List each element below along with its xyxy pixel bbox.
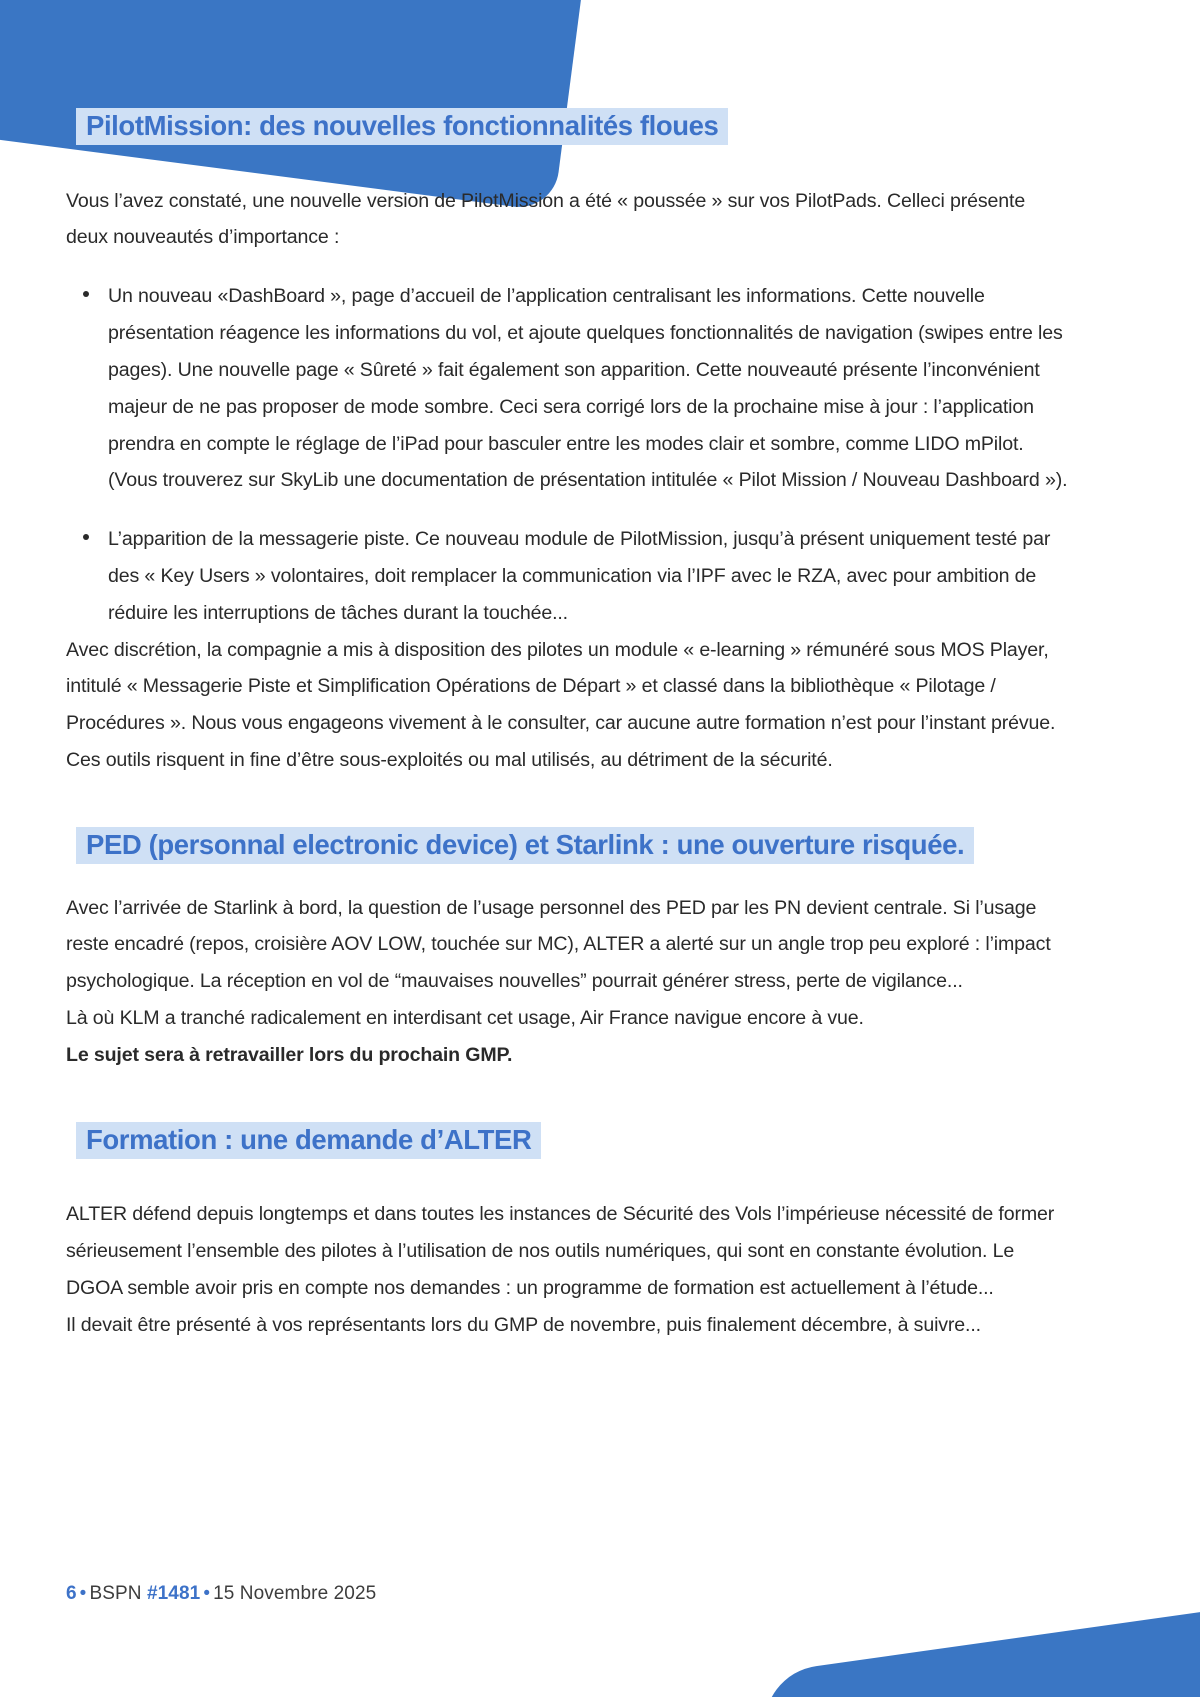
section-heading-pilotmission [76, 104, 1072, 149]
bullet-dot-icon [83, 534, 89, 540]
footer-issue-number: #1481 [146, 1583, 201, 1604]
pilotmission-closing-paragraph: Ces outils risquent in fine d’être sous-exploités ou mal utilisés, au détriment de la sécurité. [66, 749, 833, 772]
footer-publication-name: BSPN [89, 1583, 142, 1604]
bottom-right-decorative-shape [757, 1577, 1200, 1697]
ped-paragraph-2: Là où KLM a tranché radicalement en interdisant cet usage, Air France navigue encore à vue. [66, 1007, 864, 1029]
list-item [66, 278, 1072, 499]
list-item-text: Un nouveau «DashBoard », page d’accueil de l’application centralisant les informations. Cette nouvelle présentation réagence les informations du vol, et ajoute quelques fonctionnalités de navigation (swipes entre les pages). Une nouvelle page « Sûreté » fait également son apparition. Cette nouveauté présente l’inconvénient majeur de ne pas proposer de mode sombre. Ceci sera corrigé lors de la prochaine mise à jour : l’application prendra en compte le réglage de l’iPad pour basculer entre les modes clair et sombre, comme LIDO mPilot. (Vous trouverez sur SkyLib une documentation de présentation intitulée « Pilot Mission / Nouveau Dashboard »). [108, 285, 1068, 492]
section-heading-formation-text: Formation : une demande d’ALTER [76, 1122, 541, 1159]
section-heading-ped-starlink [76, 823, 1072, 868]
formation-paragraph-1: ALTER défend depuis longtemps et dans toutes les instances de Sécurité des Vols l’impérieuse nécessité de former sérieusement l’ensemble des pilotes à l’utilisation de nos outils numériques, qui sont en constante évolution. Le DGOA semble avoir pris en compte nos demandes : un programme de formation est actuellement à l’étude... [66, 1203, 1055, 1299]
section-heading-pilotmission-text: PilotMission: des nouvelles fonctionnalités floues [76, 108, 728, 145]
footer-date: 15 Novembre 2025 [213, 1583, 377, 1604]
list-item [66, 521, 1072, 631]
footer-separator-2: • [203, 1583, 211, 1604]
pilotmission-bullet-list [66, 278, 1072, 631]
formation-paragraph-2: Il devait être présenté à vos représentants lors du GMP de novembre, puis finalement décembre, à suivre... [66, 1313, 981, 1336]
footer-separator-1: • [79, 1583, 87, 1604]
section-heading-formation [76, 1118, 1072, 1163]
footer-page-number: 6 [66, 1583, 77, 1604]
pilotmission-elearning-paragraph: Avec discrétion, la compagnie a mis à disposition des pilotes un module « e-learning » rémunéré sous MOS Player, intitulé « Messagerie Piste et Simplification Opérations de Départ » et classé dans la bibliothèque « Pilotage / Procédures ». Nous vous engageons vivement à le consulter, car aucune autre formation n’est pour l’instant prévue. [66, 638, 1056, 735]
bullet-dot-icon [83, 291, 89, 297]
ped-paragraph-1: Avec l’arrivée de Starlink à bord, la question de l’usage personnel des PED par les PN devient centrale. Si l’usage reste encadré (repos, croisière AOV LOW, touchée sur MC), ALTER a alerté sur un angle trop peu exploré : l’impact psychologique. La réception en vol de “mauvaises nouvelles” pourrait générer stress, perte de vigilance... [66, 896, 1051, 993]
pilotmission-intro-paragraph: Vous l’avez constaté, une nouvelle version de PilotMission a été « poussée » sur vos PilotPads. Celleci présente deux nouveautés d’importance : [66, 189, 1026, 249]
list-item-text: L’apparition de la messagerie piste. Ce nouveau module de PilotMission, jusqu’à présent uniquement testé par des « Key Users » volontaires, doit remplacer la communication via l’IPF avec le RZA, avec pour ambition de réduire les interruptions de tâches durant la touchée... [108, 528, 1051, 624]
page-footer [66, 1583, 376, 1605]
section-heading-ped-starlink-text: PED (personnal electronic device) et Starlink : une ouverture risquée. [76, 827, 974, 864]
ped-bold-callout: Le sujet sera à retravailler lors du prochain GMP. [66, 1043, 513, 1066]
